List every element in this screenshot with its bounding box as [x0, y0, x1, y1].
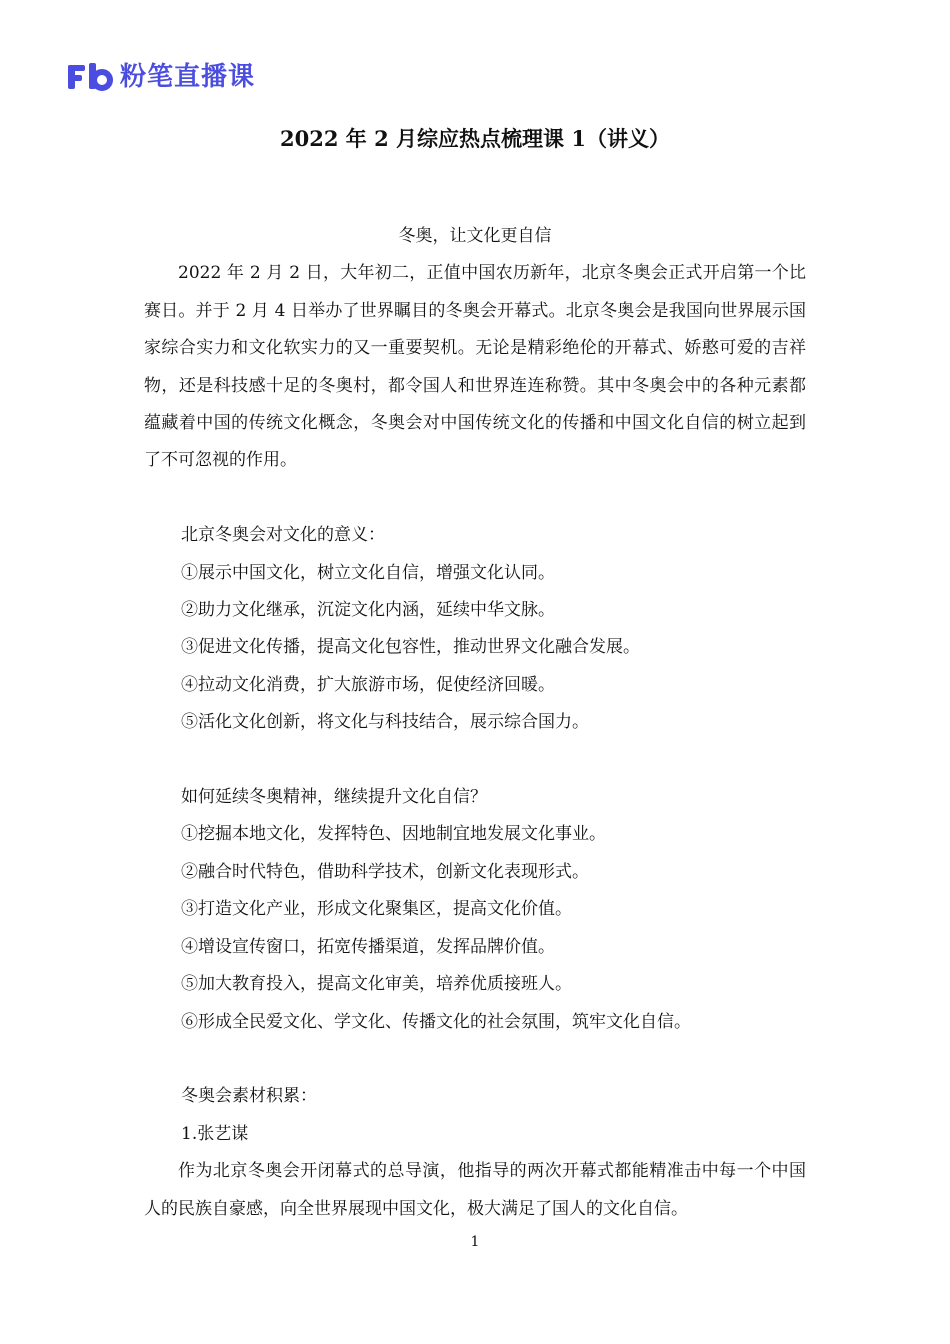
- list-item: ④增设宣传窗口，拓宽传播渠道，发挥品牌价值。: [181, 936, 555, 957]
- brand-logo: [68, 62, 255, 92]
- list-item: ⑤加大教育投入，提高文化审美，培养优质接班人。: [181, 974, 572, 995]
- list-item: ①挖掘本地文化，发挥特色、因地制宜地发展文化事业。: [181, 824, 606, 845]
- list-item: ⑥形成全民爱文化、学文化、传播文化的社会氛围，筑牢文化自信。: [181, 1011, 691, 1032]
- material-item-paragraph: 作为北京冬奥会开闭幕式的总导演，他指导的两次开幕式都能精准击中每一个中国人的民族自豪感，向全世界展现中国文化，极大满足了国人的文化自信。: [144, 1161, 806, 1219]
- list-item: ②助力文化继承，沉淀文化内涵，延续中华文脉。: [181, 600, 555, 621]
- document-subtitle: 冬奥，让文化更自信: [398, 226, 552, 246]
- list-item: ①展示中国文化，树立文化自信，增强文化认同。: [181, 562, 555, 583]
- document-title: 2022 年 2 月综应热点梳理课 1（讲义）: [280, 126, 670, 151]
- section-heading-materials: 冬奥会素材积累：: [181, 1086, 317, 1107]
- spacer: [144, 1041, 806, 1078]
- list-item: ③促进文化传播，提高文化包容性，推动世界文化融合发展。: [181, 637, 640, 658]
- list-item: ⑤活化文化创新，将文化与科技结合，展示综合国力。: [181, 712, 589, 733]
- list-item: ②融合时代特色，借助科学技术，创新文化表现形式。: [181, 861, 589, 882]
- list-item: ④拉动文化消费，扩大旅游市场，促使经济回暖。: [181, 674, 555, 695]
- document-body: [144, 218, 806, 1228]
- section-heading-continue-spirit: 如何延续冬奥精神，继续提升文化自信？: [181, 787, 487, 808]
- brand-name: 粉笔直播课: [120, 62, 256, 92]
- spacer: [144, 480, 806, 517]
- fb-logo-icon: [68, 63, 114, 91]
- intro-paragraph: 2022 年 2 月 2 日，大年初二，正值中国农历新年，北京冬奥会正式开启第一个比赛日。并于 2 月 4 日举办了世界瞩目的冬奥会开幕式。北京冬奥会是我国向世界展示国家综合实力和文化软实力的又一重要契机。无论是精彩绝伦的开幕式、娇憨可爱的吉祥物，还是科技感十足的冬奥村，都令国人和世界连连称赞。其中冬奥会中的各种元素都蕴藏着中国的传统文化概念，冬奥会对中国传统文化的传播和中国文化自信的树立起到了不可忽视的作用。: [144, 263, 806, 471]
- list-item: ③打造文化产业，形成文化聚集区，提高文化价值。: [181, 899, 572, 920]
- spacer: [144, 742, 806, 779]
- material-item-title: 1.张艺谋: [181, 1123, 249, 1144]
- page-number: 1: [470, 1234, 480, 1250]
- section-heading-significance: 北京冬奥会对文化的意义：: [181, 525, 385, 546]
